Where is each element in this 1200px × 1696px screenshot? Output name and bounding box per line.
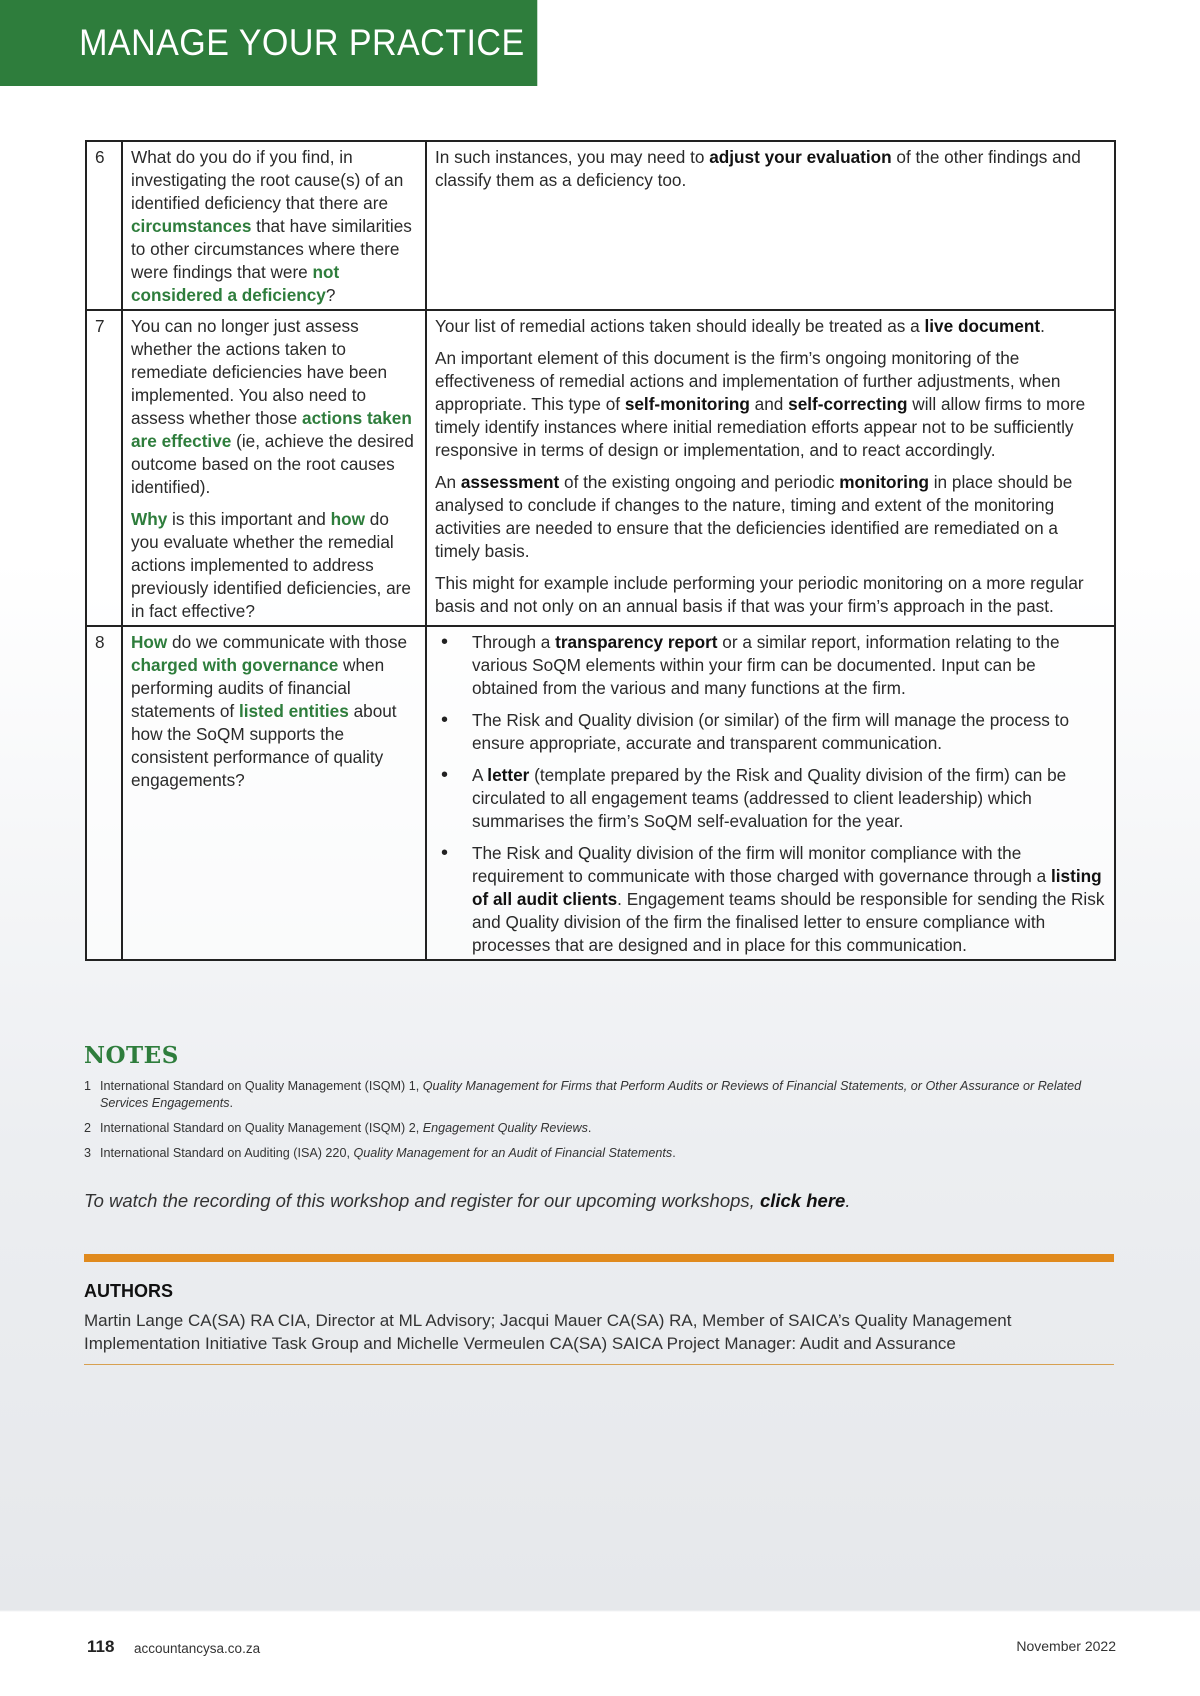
notes-heading: NOTES [84,1042,179,1069]
note-title: Quality Management for Firms that Perform Audits or Reviews of Financial Statements, or Other Assurance or Related Services Engagements [100,1079,1082,1110]
text-run: and [749,394,789,414]
answer-paragraph [435,347,1106,462]
thin-divider [84,1364,1114,1365]
bold-text: adjust your evaluation [709,147,892,167]
section-title: MANAGE YOUR PRACTICE [79,22,525,63]
answer-bullet-list [435,631,1106,957]
note-text [100,1120,591,1137]
workshop-callout [84,1190,850,1212]
question-cell [122,626,426,960]
bold-text: self-monitoring [624,394,750,414]
bold-text: self-correcting [788,394,908,414]
bold-text: transparency report [555,632,718,652]
text-run: ? [325,285,336,305]
text-run: of the existing ongoing and periodic [559,472,840,492]
notes-list [84,1078,1114,1170]
text-run: do you evaluate whether the remedial actions implemented to address previously identified deficiencies, are in fact effective? [131,509,411,621]
note-end: . [587,1121,592,1135]
text-run: The Risk and Quality division (or similar) of the firm will manage the process to ensure appropriate, accurate and transparent communication. [472,710,1070,753]
table-row [86,626,1115,960]
answer-cell [426,141,1115,310]
bold-text: assessment [460,472,560,492]
text-run: An [435,472,461,492]
row-number: 6 [86,141,122,310]
text-run: In such instances, you may need to [435,147,710,167]
note-item [84,1120,1114,1137]
highlight-text: circumstances [131,216,252,236]
note-item [84,1078,1114,1112]
bold-text: letter [487,765,530,785]
text-run: This might for example include performing your periodic monitoring on a more regular basis and not only on an annual basis if that was your firm’s approach in the past. [435,573,1084,616]
text-run: An important element of this document is the firm’s ongoing monitoring of the effectiveness of remedial actions and implementation of further adjustments, when appropriate. This type of [435,348,1061,414]
note-title: Engagement Quality Reviews [422,1121,588,1135]
note-text [100,1145,676,1162]
answer-cell [426,626,1115,960]
text-run: when performing audits of financial statements of [131,655,385,721]
workshop-text: To watch the recording of this workshop and register for our upcoming workshops, [84,1190,760,1211]
note-number: 3 [84,1146,92,1160]
text-run: (ie, achieve the desired outcome based on the root causes identified). [131,431,414,497]
list-item [435,631,1106,700]
text-run: . Engagement teams should be responsible for sending the Risk and Quality division of the firm the finalised letter to ensure compliance with processes that are designed and in place for this communication. [472,889,1105,955]
question-cell [122,310,426,626]
text-run: is this important and [167,509,331,529]
bold-text: listing of all audit clients [472,866,1102,909]
text-run: about how the SoQM supports the consistent performance of quality engagements? [131,701,397,790]
highlight-text: actions taken are effective [131,408,412,451]
note-number: 2 [84,1121,92,1135]
question-paragraph [131,508,417,623]
text-run: A [472,765,488,785]
qa-table-body [86,141,1115,960]
note-end: . [672,1146,676,1160]
answer-paragraph [435,146,1106,192]
text-run: or a similar report, information relating to the various SoQM elements within your firm can be documented. Input can be obtained from the various and many functions at the firm. [472,632,1060,698]
list-item [435,764,1106,833]
text-run: Through a [472,632,556,652]
answer-paragraph [435,315,1106,338]
highlight-text: not considered a deficiency [131,262,340,305]
text-run: You can no longer just assess whether the actions taken to remediate deficiencies have been implemented. You also need to assess whether those [131,316,388,428]
click-here-link[interactable]: click here [759,1190,846,1211]
text-run: in place should be analysed to conclude if changes to the nature, timing and extent of the monitoring activities are needed to ensure that the deficiencies identified are remediated on a timely basis. [435,472,1073,561]
question-paragraph [131,146,417,307]
table-row [86,310,1115,626]
page-number: 118 [87,1637,115,1656]
question-paragraph [131,315,417,499]
highlight-text: listed entities [238,701,349,721]
note-citation: International Standard on Quality Management (ISQM) 2, [100,1121,423,1135]
authors-text: Martin Lange CA(SA) RA CIA, Director at ML Advisory; Jacqui Mauer CA(SA) RA, Member of SAICA’s Quality Management Implementation Initiative Task Group and Michelle Vermeulen CA(SA) SAICA Project Manager: Audit and Assurance [84,1311,1012,1353]
note-number: 1 [84,1079,92,1093]
text-run: do we communicate with those [167,632,408,652]
issue-date: November 2022 [1016,1638,1116,1654]
bold-text: live document [924,316,1041,336]
question-paragraph [131,631,417,792]
text-run: (template prepared by the Risk and Quality division of the firm) can be circulated to all engagement teams (addressed to client leadership) which summarises the firm’s SoQM self-evaluation for the year. [472,765,1067,831]
highlight-text: charged with governance [131,655,339,675]
highlight-text: How [131,632,168,652]
answer-paragraph [435,471,1106,563]
text-run: will allow firms to more timely identify instances where initial remediation efforts appear not to be sufficiently responsive in terms of design or implementation, and to react accordingly. [435,394,1086,460]
note-end: . [229,1096,234,1110]
highlight-text: how [330,509,366,529]
site-url: accountancysa.co.za [134,1641,261,1656]
answer-paragraph [435,572,1106,618]
text-run: Your list of remedial actions taken should ideally be treated as a [435,316,925,336]
note-citation: International Standard on Quality Management (ISQM) 1, [100,1079,423,1093]
list-item [435,709,1106,755]
note-citation: International Standard on Auditing (ISA) 220, [100,1146,354,1160]
qa-table [85,140,1116,961]
row-number: 8 [86,626,122,960]
note-item [84,1145,1114,1162]
authors-heading: AUTHORS [84,1281,173,1301]
bold-text: monitoring [839,472,929,492]
section-banner [0,0,537,86]
highlight-text: Why [131,509,168,529]
note-text [100,1078,1114,1112]
note-title: Quality Management for an Audit of Financial Statements [353,1146,673,1160]
list-item [435,842,1106,957]
question-cell [122,141,426,310]
text-run: . [1040,316,1045,336]
text-run: What do you do if you find, in investigating the root cause(s) of an identified deficiency that there are [131,147,404,213]
text-run: The Risk and Quality division of the firm will monitor compliance with the requirement to communicate with those charged with governance through a [472,843,1051,886]
row-number: 7 [86,310,122,626]
workshop-period: . [845,1190,851,1211]
text-run: of the other findings and classify them as a deficiency too. [435,147,1081,190]
orange-divider [84,1254,1114,1262]
text-run: that have similarities to other circumstances where there were findings that were [131,216,412,282]
answer-cell [426,310,1115,626]
table-row [86,141,1115,310]
